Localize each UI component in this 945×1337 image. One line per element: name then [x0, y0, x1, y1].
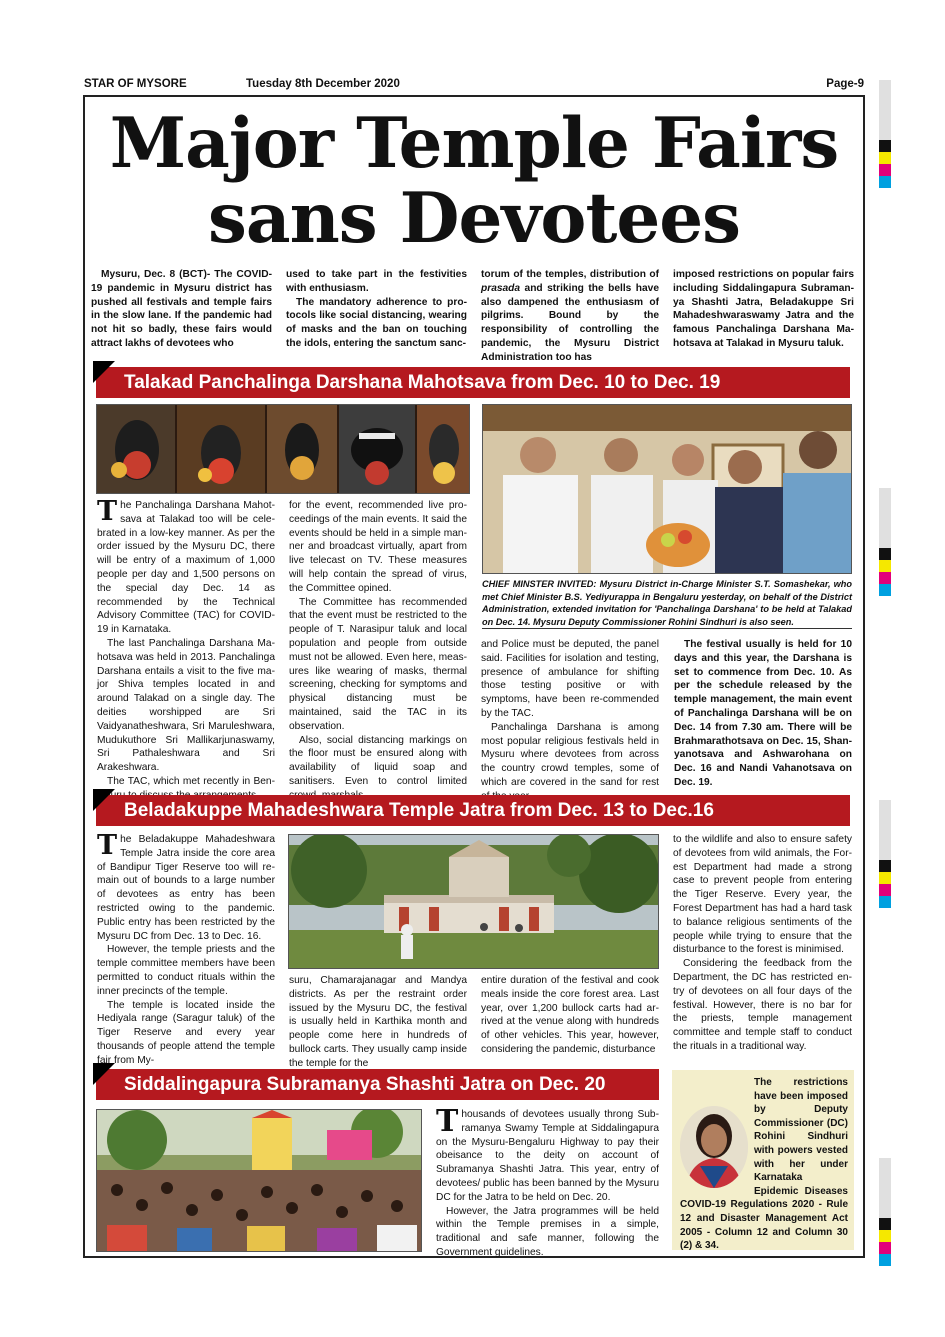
deities-photo-drawing: [97, 405, 470, 494]
article-paragraph: Panchalinga Darshana is among most popular religious festivals held in Mysuru where devotees from across the country crowd temples, some of which are covered in the sand for rest: [481, 721, 659, 788]
article-paragraph: entire duration of the festival and cook meals inside the core forest area. Last year, over 1,200 bullock carts had arrived at the venue along with hundreds of other vehicles. This year, however, considering the pandemic, disturbance: [481, 975, 659, 1055]
article-paragraph: suru, Chamarajanagar and Mandya districts. As per the restraint order issued by the Mysuru DC, the festival is usually held in Karthika month and people come here in hundreds of bullock carts. They usually camp inside the temple for the: [289, 975, 467, 1069]
restrictions-sidebox: [672, 1070, 854, 1250]
caption-rule: [482, 628, 852, 629]
article-paragraph: The festival usually is held for 10 days and this year, the Darshana is set to commence from Dec. 10. As per the schedule released by the temple management, the main event of Panchalinga Darshana will be on Dec. 14 from 7.30 am. There will be Brahmarathotsava on Dec. 15, Shanyanotsava and Ashwarohana on Dec. 16 and Nandi Vahanotsava on Dec. 19.: [674, 639, 852, 788]
talakad-column-1: [97, 496, 275, 803]
headline-line-2: sans Devotees: [208, 178, 740, 259]
article-paragraph: housands of devotees usually throng Subramanya Swamy Temple at Siddalingapura on the Mysuru-Bengaluru Highway to pay their obeisance to the deity on account of Subramanya Shashti Jatra. This year, entry of devotees/ public has been banned by the Mysuru DC for the Jatra to be held on Dec. 20.: [436, 1109, 659, 1203]
beladakuppe-column-3: [481, 974, 659, 1057]
talakad-column-3: [481, 638, 659, 804]
intro-text: torum of the temples, distribution of: [481, 269, 659, 280]
sidebox-text-a: The restrictions have been imposed by Deputy Commissioner (DC) Rohini Sindhuri with powers vested with her under Karnataka Epidemic Diseases COVID-19 Regulations 2020: [680, 1077, 848, 1211]
deities-photo: [96, 404, 470, 494]
article-paragraph: The TAC, which met recently in Ben: [107, 775, 275, 787]
registration-marks-top: [879, 80, 891, 188]
article-paragraph: he Beladakuppe Mahadeshwara Temple Jatra inside the core area of Bandipur Tiger Reserve too will remain out of bounds to a large number of devotees as entry has been restricted owing to the pandemic. Public entry has been restricted by the Mysuru DC from Dec. 13 to Dec. 16.: [97, 834, 275, 942]
page-number: Page-9: [826, 78, 864, 90]
jatra-crowd-drawing: [97, 1110, 422, 1252]
cm-invitation-photo: [482, 404, 852, 574]
intro-paragraph: The mandatory adherence to protocols like social distancing, wearing of masks and the ban on touching the idols, entering the sanctum sanc-: [286, 296, 467, 349]
registration-marks-lower: [879, 800, 891, 908]
section-banner-talakad: Talakad Panchalinga Darshana Mahotsava from Dec. 10 to Dec. 19: [96, 367, 850, 398]
article-paragraph: Also, social distancing markings on the floor must be ensured along with availability of liquid soap and sanitisers. Even to control limited: [289, 734, 467, 787]
section-banner-siddalingapura: Siddalingapura Subramanya Shashti Jatra on Dec. 20: [96, 1069, 659, 1100]
beladakuppe-column-4: [673, 833, 852, 1054]
article-paragraph: to the wildlife and also to ensure safety of devotees from wild animals, the Forest Department had made a strong case to prevent people from entering the Tiger Reserve. Every year, the Forest Department has had a hard task to balance religious sentiments of the people while trying to ensure that the disturbance to the forest is minimised.: [673, 834, 852, 956]
intro-column-4: [673, 268, 854, 351]
masthead: [84, 78, 864, 94]
article-paragraph: he Panchalinga Darshana Mahotsava at Talakad too will be celebrated in a low-key manner. As per the order issued by the Mysuru DC, there will be entry of a maximum of 1,000 people per day and 1,500 persons on the special day Dec. 14 as recommended by the Technical Advisory Committee (TAC) for COVID-19 in Karnataka.: [97, 500, 275, 636]
cm-photo-caption: CHIEF MINSTER INVITED: Mysuru District in-Charge Minister S.T. Somashekar, who met Chief Minister B.S. Yediyurappa in Bengaluru yesterday, on behalf of the District Administration, extended invitation for 'Panchalinga Darshana' to be held at Talakad on Dec. 14. Mysuru Deputy Commissioner Rohini Sindhuri is also seen.: [482, 579, 852, 627]
article-paragraph: However, the temple priests and the temple committee members have been permitted to conduct rituals within the inner precincts of the temple.: [97, 944, 275, 997]
beladakuppe-temple-photo: [288, 834, 659, 969]
dropcap: T: [97, 830, 118, 861]
article-paragraph: The Committee has recommended that the event must be restricted to the people of T. Narasipur taluk and local population and people from outside must not be allowed. Even here, measures like wearing of masks, thermal screening, checking for symptoms and physical distancing must be maintained, said the TAC in its observation.: [289, 596, 467, 732]
dropcap: T: [436, 1104, 459, 1139]
intro-lead: Mysuru, Dec. 8 (BCT)- The COVID-19 pandemic in Mysuru district has pushed all festivals and temple fairs in the slow lane. If the pandemic had not hit so badly, these fairs would attract lakhs of devotees who: [91, 269, 272, 349]
talakad-column-2: [289, 499, 467, 803]
intro-column-2: [286, 268, 467, 351]
article-paragraph: Considering the feedback from the Department, the DC has restricted entry of devotees on all four days of the festival. However, there is no bar for the priests, temple management committee and temple staff to conduct the rituals in a traditional way.: [673, 958, 852, 1052]
beladakuppe-column-1: [97, 830, 275, 1068]
section-banner-beladakuppe: Beladakuppe Mahadeshwara Temple Jatra from Dec. 13 to Dec.16: [96, 795, 850, 826]
dc-portrait-photo: [680, 1106, 748, 1188]
beladakuppe-photo-drawing: [289, 835, 659, 969]
intro-column-1: [91, 268, 272, 351]
dc-portrait-drawing: [680, 1106, 748, 1188]
talakad-column-4: [674, 638, 852, 790]
cm-invitation-photo-drawing: [483, 405, 852, 574]
headline-line-1: Major Temple Fairs: [109, 103, 839, 184]
siddalingapura-column: [436, 1104, 659, 1260]
sidebox-text: [680, 1076, 848, 1253]
dropcap: T: [97, 496, 118, 527]
issue-date: Tuesday 8th December 2020: [246, 78, 400, 90]
paper-name: STAR OF MYSORE: [84, 78, 187, 90]
intro-column-3: [481, 268, 659, 365]
beladakuppe-column-2: [289, 974, 467, 1071]
jatra-crowd-photo: [96, 1109, 422, 1252]
sidebox-text-b: - Rule 12 and Disaster Management Act 2005 - Column 12 and Column 30 (2) & 34.: [680, 1199, 849, 1252]
article-paragraph: However, the Jatra programmes will be held within the Temple premises in a simple, traditional and safe manner, following the Government guidelines.: [436, 1205, 659, 1258]
registration-marks-mid: [879, 488, 891, 596]
intro-italic: prasada: [481, 282, 521, 294]
article-paragraph: for the event, recommended live proceedings of the main events. It said the events should be held in a simple manner and broadcast virtually, apart from live telecast on TV. These measures will help contain the spread of virus, the Committee opined.: [289, 500, 467, 594]
intro-paragraph: imposed restrictions on popular fairs including Siddalingapura Subramanya Shashti Jatra, Beladakuppe Sri Mahadeshwaraswamy Jatra and the famous Panchalinga Darshana Mahotsava at Talakad in Mysuru taluk.: [673, 269, 854, 349]
article-paragraph: The last Panchalinga Darshana Mahotsava was held in 2013. Panchalinga Darshana entails a visit to the five major Shiva temples located in and around Talakad on a single day. The deities worshipped are Sri Vaidyanatheshwara, Sri Maruleshwara, Mudukuthore Sri Mallikarjunaswamy, Sri Pathaleshwara and Sri Arakeshwara.: [97, 637, 275, 774]
intro-text: and striking the bells have also dampened the enthusiasm of pilgrims. Bound by the responsibility of controlling the pandemic, the Mysuru District Administration too has: [481, 282, 659, 363]
intro-paragraph: used to take part in the festivities with enthusiasm.: [286, 269, 467, 294]
article-paragraph: The temple is located inside the Hediyala range (Saragur taluk) of the Tiger Reserve and every year thousands of people attend the temple fair from My-: [97, 999, 275, 1066]
registration-marks-bottom: [879, 1158, 891, 1266]
article-paragraph: and Police must be deputed, the panel said. Facilities for isolation and testing, presence of ambulance for shifting those testing positive or with symptoms, have been re-commended by the TAC.: [481, 639, 659, 719]
main-headline: [86, 103, 862, 259]
